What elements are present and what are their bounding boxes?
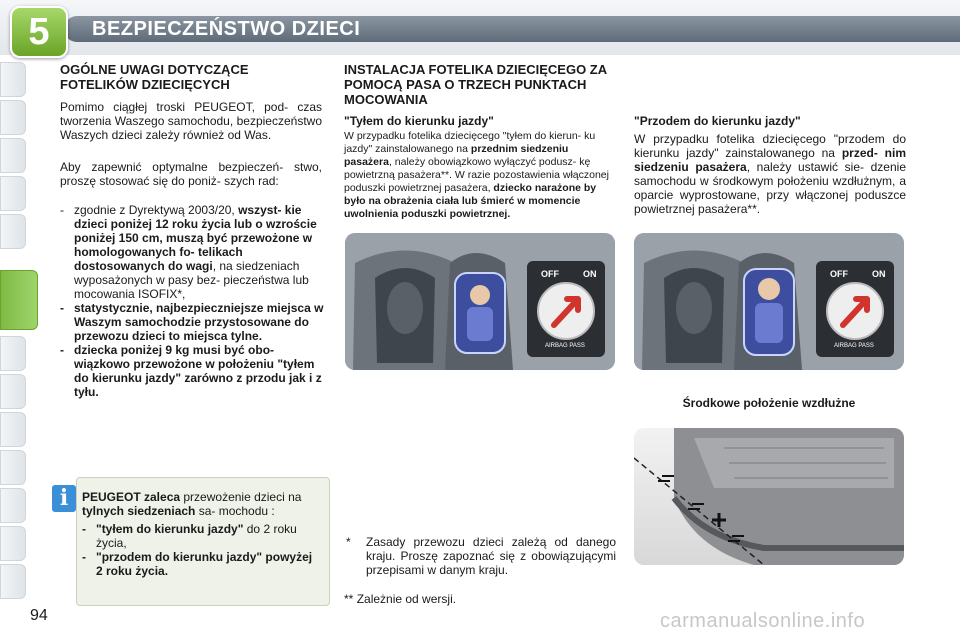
list-item (82, 522, 322, 550)
paragraph-forward-facing (634, 132, 906, 216)
list-dash: - (60, 301, 64, 315)
page-number: 94 (30, 607, 48, 624)
seat-rail-illustration (634, 428, 904, 565)
airbag-pass-label: AIRBAG PASS (545, 343, 585, 349)
watermark: carmanualsonline.info (660, 610, 866, 632)
text-bold: przed- nim siedzeniu pasażera (634, 146, 907, 174)
figure-rear-facing-seat (345, 233, 615, 370)
info-bold: tylnych siedzeniach (82, 504, 196, 518)
side-tab[interactable] (0, 100, 26, 135)
list-dash: - (60, 203, 64, 217)
paragraph-rear-facing (344, 130, 616, 221)
footnote-1 (344, 535, 616, 577)
airbag-off-label: OFF (541, 269, 559, 279)
side-tab[interactable] (0, 336, 26, 371)
side-tab[interactable] (0, 62, 26, 97)
footnote-2-mark: ** (344, 592, 354, 606)
info-text: przewożenie dzieci na (180, 490, 302, 504)
list-item (60, 343, 324, 399)
list-item-tail: , na siedzeniach wyposażonych w pasy bez- pieczeństwa lub mocowania ISOFIX*, (74, 259, 309, 301)
airbag-off-label: OFF (830, 269, 848, 279)
list-item-lead: zgodnie z Dyrektywą 2003/20, (74, 203, 239, 217)
text-bold: przednim siedzeniu pasażera (344, 143, 569, 168)
footnote-2-text: Zależnie od wersji. (356, 592, 457, 606)
side-tab[interactable] (0, 374, 26, 409)
text-bold: dziecko narażone by było na obrażenia ciała lub śmierć w momencie uwolnienia poduszki powietrznej. (344, 182, 597, 220)
footnote-1-text: Zasady przewozu dzieci zależą od danego kraju. Proszę zapoznać się z obowiązującymi przepisami w danym kraju. (366, 535, 616, 577)
section-heading-general: OGÓLNE UWAGI DOTYCZĄCE FOTELIKÓW DZIECIĘCYCH (60, 62, 249, 92)
side-tab[interactable] (0, 138, 26, 173)
text: W przypadku fotelika dziecięcego "przodem do kierunku jazdy" zainstalowanego na (634, 132, 906, 160)
footnote-2 (344, 592, 616, 606)
info-icon: i (52, 485, 76, 512)
info-item-bold: "tyłem do kierunku jazdy" (96, 522, 244, 536)
chapter-badge: 5 (10, 6, 68, 58)
side-tab[interactable] (0, 526, 26, 561)
list-item (60, 301, 324, 343)
airbag-pass-label: AIRBAG PASS (834, 343, 874, 349)
subheading-rear-facing: "Tyłem do kierunku jazdy" (344, 114, 494, 128)
info-box-text (82, 490, 322, 578)
info-item-tail: do 2 roku życia, (96, 522, 297, 550)
figure-caption: Środkowe położenie wzdłużne (682, 396, 856, 410)
list-item (82, 550, 322, 578)
text: , należy obowiązkowo wyłączyć podusz- kę powietrzną pasażera**. W razie pozostawienia włączonej poduszki powietrznej pasażera, (344, 156, 609, 194)
side-tab[interactable] (0, 564, 26, 599)
list-dash: - (60, 343, 64, 357)
list-dash: - (82, 550, 86, 564)
list-dash: - (82, 522, 86, 536)
info-list (82, 522, 322, 578)
page-title: BEZPIECZEŃSTWO DZIECI (92, 18, 361, 40)
airbag-on-label: ON (872, 269, 886, 279)
seat-illustration (345, 233, 615, 370)
side-tab[interactable] (0, 176, 26, 211)
side-tab[interactable] (0, 214, 26, 249)
figure-forward-facing-seat (634, 233, 904, 370)
list-item-bold: statystycznie, najbezpieczniejsze miejsca w Waszym samochodzie przystosowane do przewozu dzieci to miejsca tylne. (74, 301, 324, 343)
airbag-on-label: ON (583, 269, 597, 279)
section-heading-install: INSTALACJA FOTELIKA DZIECIĘCEGO ZA POMOCĄ PASA O TRZECH PUNKTACH MOCOWANIA (344, 62, 607, 107)
info-item-bold: "przodem do kierunku jazdy" powyżej 2 roku życia. (96, 550, 313, 578)
side-tab-active[interactable] (0, 270, 38, 330)
info-bold: PEUGEOT zaleca (82, 490, 181, 504)
paragraph-advice: Aby zapewnić optymalne bezpieczeń- stwo, proszę stosować się do poniż- szych rad: (60, 160, 322, 188)
side-tab[interactable] (0, 450, 26, 485)
figure-seat-rail (634, 428, 904, 565)
footnote-1-mark: * (346, 535, 351, 549)
advice-list (60, 203, 324, 399)
info-text: sa- mochodu : (195, 504, 275, 518)
list-item (60, 203, 324, 301)
text: W przypadku fotelika dziecięcego "tyłem do kierun- ku jazdy" zainstalowanego na (344, 130, 596, 155)
list-item-bold: dziecka poniżej 9 kg musi być obo- wiązkowo przewożone w położeniu "tyłem do kierunku jazdy" zarówno z przodu jak i z tyłu. (74, 343, 322, 399)
paragraph-intro: Pomimo ciągłej troski PEUGEOT, pod- czas tworzenia Waszego samochodu, bezpieczeństwo Waszych dzieci zależy również od Was. (60, 100, 322, 142)
list-item-bold: wszyst- kie dzieci poniżej 12 roku życia lub o wzroście poniżej 150 cm, muszą być przewożone w homologowanych fo- telikach dostosowanych do wagi (74, 203, 317, 273)
subheading-forward-facing: "Przodem do kierunku jazdy" (634, 114, 801, 128)
seat-illustration (634, 233, 904, 370)
side-tab[interactable] (0, 488, 26, 523)
text: , należy ustawić sie- dzenie samochodu w środkowym położeniu wzdłużnym, a oparcie wyprostowane, przy włączonej poduszce powietrznej pasażera**. (634, 160, 906, 216)
side-tab[interactable] (0, 412, 26, 447)
